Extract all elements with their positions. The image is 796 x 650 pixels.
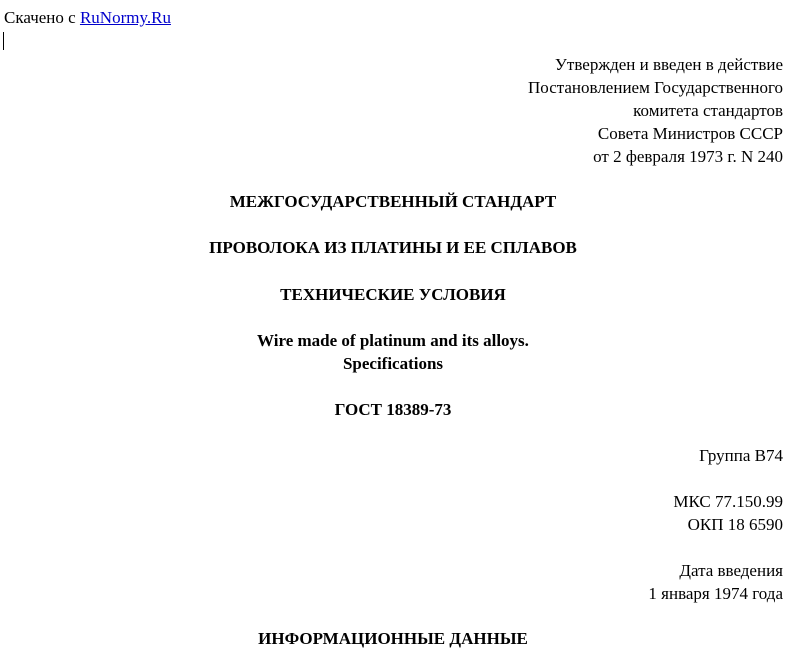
info-section-heading: ИНФОРМАЦИОННЫЕ ДАННЫЕ xyxy=(258,629,528,648)
gost-code: ГОСТ 18389-73 xyxy=(334,400,452,419)
standard-subtitle-heading: ТЕХНИЧЕСКИЕ УСЛОВИЯ xyxy=(280,285,506,304)
approval-line: Утвержден и введен в действие xyxy=(554,55,783,74)
introduction-date-value: 1 января 1974 года xyxy=(648,584,783,603)
classification-codes xyxy=(673,490,783,536)
approval-line: от 2 февраля 1973 г. N 240 xyxy=(593,147,783,166)
english-title-line: Wire made of platinum and its alloys. xyxy=(257,331,529,350)
group-code: Группа В74 xyxy=(699,446,783,465)
okp-code: ОКП 18 6590 xyxy=(687,515,783,534)
english-title xyxy=(0,329,786,375)
download-source-line xyxy=(4,8,171,28)
approval-line: комитета стандартов xyxy=(633,101,783,120)
english-title-line: Specifications xyxy=(342,354,444,373)
mks-code: МКС 77.150.99 xyxy=(673,492,783,511)
download-prefix: Скачено с xyxy=(4,8,80,27)
introduction-date-block xyxy=(648,559,783,605)
standard-name-heading: ПРОВОЛОКА ИЗ ПЛАТИНЫ И ЕЕ СПЛАВОВ xyxy=(209,238,577,257)
standard-type-heading: МЕЖГОСУДАРСТВЕННЫЙ СТАНДАРТ xyxy=(229,192,557,211)
approval-line: Постановлением Государственного xyxy=(528,78,783,97)
approval-block xyxy=(528,53,783,168)
text-cursor xyxy=(3,32,4,50)
introduction-date-label: Дата введения xyxy=(679,561,783,580)
approval-line: Совета Министров СССР xyxy=(597,124,783,143)
runormy-link[interactable]: RuNormy.Ru xyxy=(79,8,171,27)
